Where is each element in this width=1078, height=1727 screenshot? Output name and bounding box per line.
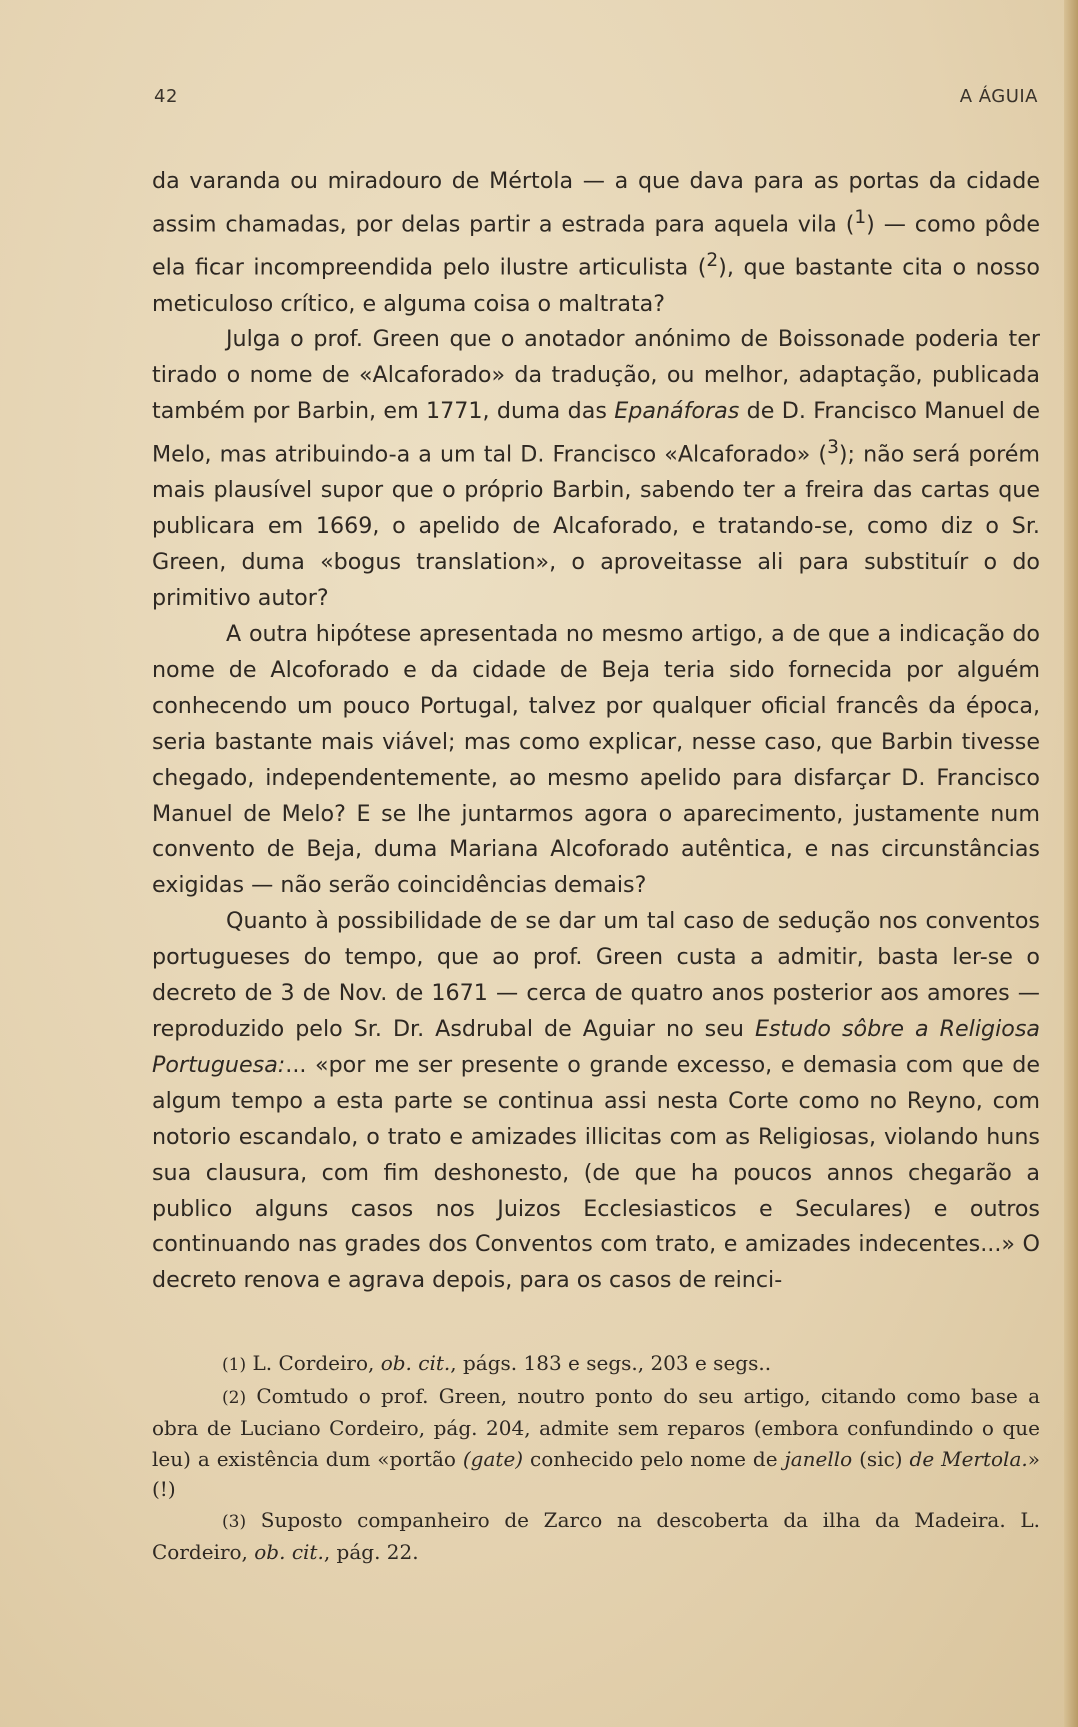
text-run: , págs. 183 e segs., 203 e segs.. bbox=[450, 1351, 772, 1375]
text-run: conhecido pelo nome de bbox=[523, 1446, 785, 1471]
footnote-ref-3: 3 bbox=[827, 437, 839, 459]
paragraph-3: A outra hipótese apresentada no mesmo artigo, a de que a indicação do nome de Alcoforado e da cidade de Beja teria sido fornecida por alguém conhecendo um pouco Portugal, talvez por qualquer oficial francês da época, seria bastante mais viável; mas como explicar, nesse caso, que Barbin tivesse chegado, independentemente, ao mesmo apelido para disfarçar D. Francisco Manuel de Melo? E se lhe juntarmos agora o aparecimento, justamente num convento de Beja, duma Mariana Alcoforado autêntica, e nas circunstâncias exigidas — não serão coincidências demais? bbox=[152, 621, 1040, 899]
running-header bbox=[154, 86, 1038, 107]
text-run: » (!) bbox=[152, 1446, 1040, 1501]
footnote-mark: (3) bbox=[222, 1511, 247, 1532]
text-run: ) — como pôde ela ficar incompreendida pelo ilustre articulista ( bbox=[152, 211, 1040, 281]
text-run: ), que bastante cita o nosso meticuloso crítico, e alguma coisa o maltrata? bbox=[152, 254, 1040, 317]
text-run: ... «por me ser presente o grande excesso, e demasia com que de algum tempo a esta parte se continua assi nesta Corte como no Reyno, com notorio escandalo, o trato e amizades illicitas com as Religiosas, violando huns sua clausura, com fim deshonesto, (de que ha poucos annos chegarão a publico alguns casos nos Juizos Ecclesiasticos e Seculares) e outros continuando nas grades dos Conventos com trato, e amizades indecentes...» O decreto renova e agrava depois, para os casos de reinci- bbox=[152, 1051, 1040, 1294]
text-run: ); não será porém mais plausível supor que o próprio Barbin, sabendo ter a freira das cartas que publicara em 1669, o apelido de Alcaforado, e tratando-se, como diz o Sr. Green, duma «bogus translation», o aproveitasse ali para substituír o do primitivo autor? bbox=[152, 441, 1040, 612]
text-run: Comtudo o prof. Green, noutro ponto do seu artigo, citando como base a obra de Luciano Cordeiro, pág. 204, admite sem reparos (embora confundindo o que leu) a existência dum «portão bbox=[152, 1383, 1040, 1471]
italic-text: ob. cit. bbox=[380, 1351, 451, 1375]
text-run: Julga o prof. Green que o anotador anónimo de Boissonade poderia ter tirado o nome de «Alcaforado» da tradução, ou melhor, adaptação, publicada também por Barbin, em 1771, duma das bbox=[152, 326, 1040, 425]
italic-text: (gate) bbox=[462, 1446, 524, 1471]
paragraph-2 bbox=[152, 322, 1040, 617]
running-title: A ÁGUIA bbox=[959, 86, 1038, 107]
italic-title: Epanáforas bbox=[614, 398, 740, 425]
footnotes bbox=[152, 1348, 1040, 1568]
footnote-1 bbox=[152, 1348, 1040, 1381]
text-run: Quanto à possibilidade de se dar um tal caso de sedução nos conventos portugueses do tempo, que ao prof. Green custa a admitir, basta ler-se o decreto de 3 de Nov. de 1671 — cerca de quatro anos posterior aos amores — reproduzido pelo Sr. Dr. Asdrubal de Aguiar no seu bbox=[152, 908, 1040, 1043]
text-run: L. Cordeiro, bbox=[246, 1351, 381, 1375]
text-run: da varanda ou miradouro de Mértola — a que dava para as portas da cidade assim chamadas, por delas partir a estrada para aquela vila ( bbox=[152, 168, 1040, 238]
page-edge bbox=[1064, 0, 1078, 1727]
main-text bbox=[152, 164, 1040, 1299]
paragraph-1 bbox=[152, 164, 1040, 322]
footnote-2 bbox=[152, 1381, 1040, 1505]
footnote-3 bbox=[152, 1505, 1040, 1568]
footnote-ref-1: 1 bbox=[854, 206, 867, 228]
text-run: Suposto companheiro de Zarco na descoberta da ilha da Madeira. L. Cordeiro, bbox=[152, 1507, 1040, 1564]
italic-text: de Mertola. bbox=[909, 1446, 1028, 1471]
footnote-mark: (2) bbox=[222, 1387, 247, 1408]
text-run: (sic) bbox=[852, 1446, 910, 1471]
text-run: , pág. 22. bbox=[323, 1540, 419, 1564]
italic-text: janello bbox=[784, 1446, 853, 1471]
italic-title: Estudo sôbre a Religiosa Portuguesa: bbox=[152, 1016, 1040, 1078]
italic-text: ob. cit. bbox=[254, 1540, 324, 1564]
paragraph-4 bbox=[152, 904, 1040, 1299]
footnote-ref-2: 2 bbox=[706, 250, 719, 272]
page-number: 42 bbox=[154, 86, 178, 107]
text-run: de D. Francisco Manuel de Melo, mas atribuindo-a a um tal D. Francisco «Alcaforado» ( bbox=[152, 398, 1040, 468]
footnote-mark: (1) bbox=[222, 1355, 247, 1375]
